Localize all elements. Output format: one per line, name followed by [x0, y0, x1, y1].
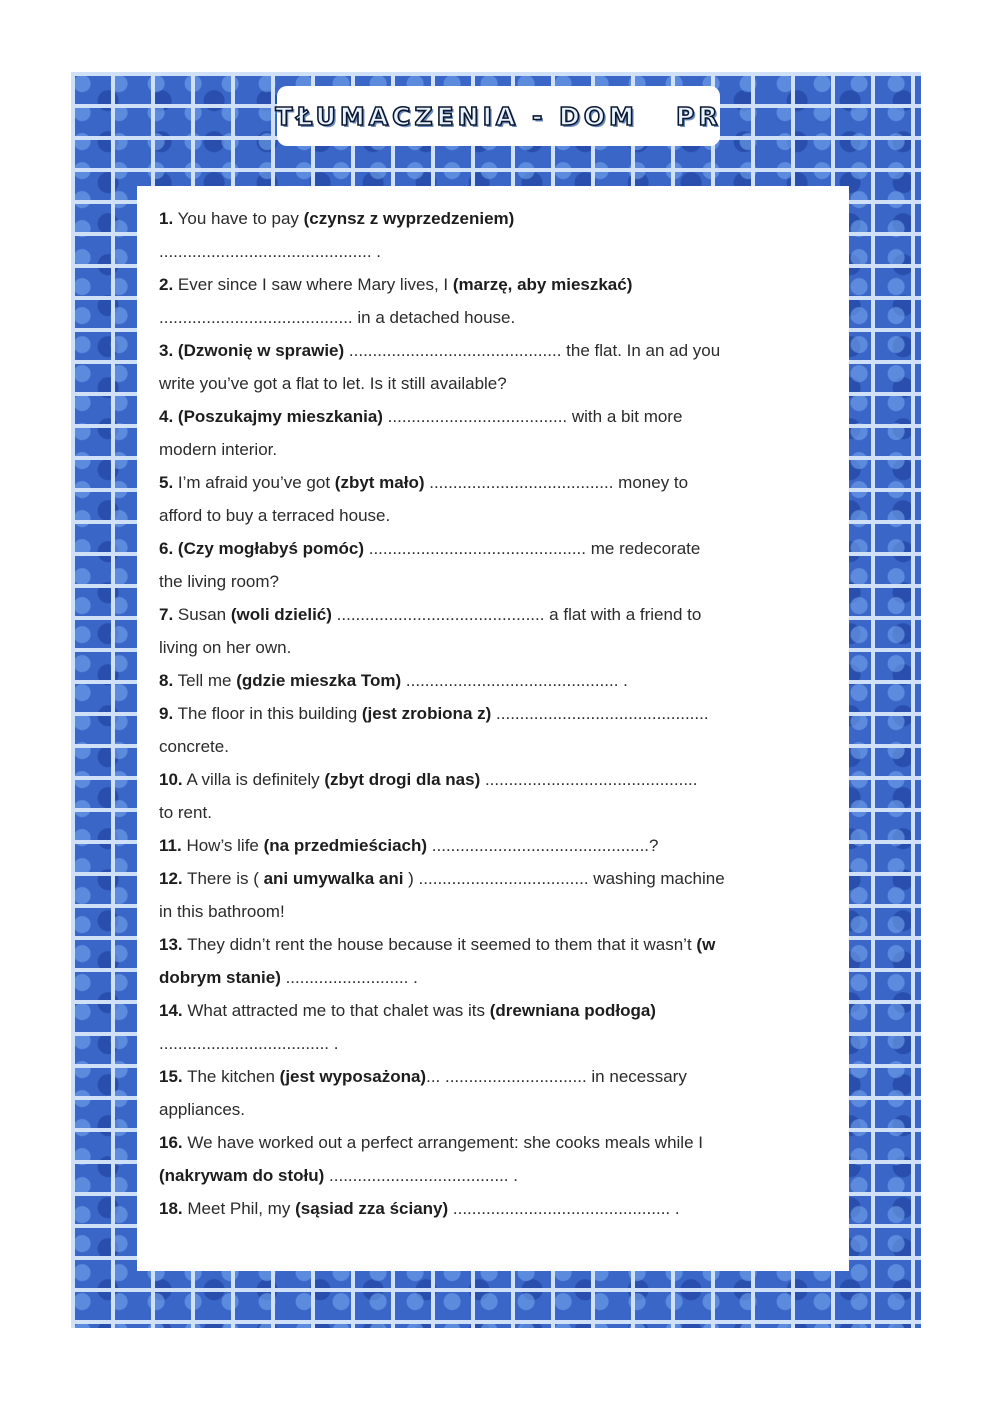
question-number: 6.: [159, 539, 174, 558]
polish-phrase: (czynsz z wyprzedzeniem): [303, 209, 515, 228]
question-text: Ever since I saw where Mary lives, I: [177, 275, 453, 294]
question-text: .............................................. me redecorate: [364, 539, 701, 558]
question-number: 8.: [159, 671, 174, 690]
question-number: 10.: [159, 770, 183, 789]
polish-phrase: (zbyt drogi dla nas): [324, 770, 481, 789]
polish-phrase: (gdzie mieszka Tom): [236, 671, 402, 690]
question-text: ....................................... money to: [424, 473, 689, 492]
question-text: Susan: [177, 605, 231, 624]
polish-phrase: (sąsiad zza ściany): [295, 1199, 449, 1218]
question-text: You have to pay: [177, 209, 304, 228]
question-text: They didn’t rent the house because it seemed to them that it wasn’t: [187, 935, 697, 954]
title-box: [277, 86, 720, 146]
question-text: .............................................: [480, 770, 698, 789]
question-item: [159, 400, 829, 466]
answer-line: ......................................... in a detached house.: [159, 308, 516, 327]
question-item: [159, 928, 829, 994]
question-number: 13.: [159, 935, 183, 954]
answer-line: in this bathroom!: [159, 902, 285, 921]
polish-phrase: (woli dzielić): [230, 605, 332, 624]
question-text: There is (: [187, 869, 264, 888]
question-item: [159, 532, 829, 598]
answer-line: afford to buy a terraced house.: [159, 506, 391, 525]
polish-phrase: (drewniana podłoga): [489, 1001, 656, 1020]
question-text: ... .............................. in necessary: [426, 1067, 687, 1086]
answer-line: write you’ve got a flat to let. Is it still available?: [159, 374, 507, 393]
question-item: [159, 994, 829, 1060]
answer-line: appliances.: [159, 1100, 246, 1119]
polish-phrase: (jest zrobiona z): [361, 704, 492, 723]
page-title: TŁUMACZENIA - DOM PR: [275, 101, 722, 131]
question-text: .............................................: [491, 704, 709, 723]
question-item: [159, 829, 829, 862]
polish-phrase: (jest wyposażona): [279, 1067, 427, 1086]
question-text: We have worked out a perfect arrangement: she cooks meals while I: [187, 1133, 703, 1152]
answer-line: .................................... .: [159, 1034, 339, 1053]
worksheet: [137, 186, 849, 1271]
answer-line: ...................................... .: [324, 1166, 518, 1185]
question-number: 7.: [159, 605, 174, 624]
question-text: ............................................ a flat with a friend to: [331, 605, 702, 624]
question-text: What attracted me to that chalet was its: [187, 1001, 490, 1020]
question-number: 16.: [159, 1133, 183, 1152]
question-item: [159, 466, 829, 532]
polish-phrase: dobrym stanie): [159, 968, 281, 987]
question-list: [159, 202, 829, 1225]
question-item: [159, 763, 829, 829]
question-text: Tell me: [177, 671, 237, 690]
question-text: ............................................. .: [401, 671, 628, 690]
question-item: [159, 1192, 829, 1225]
question-number: 15.: [159, 1067, 183, 1086]
question-number: 1.: [159, 209, 174, 228]
answer-line: to rent.: [159, 803, 212, 822]
answer-line: .......................... .: [280, 968, 418, 987]
question-number: 14.: [159, 1001, 183, 1020]
question-item: [159, 1060, 829, 1126]
question-number: 4.: [159, 407, 174, 426]
answer-line: concrete.: [159, 737, 229, 756]
question-item: [159, 697, 829, 763]
question-text: ............................................. the flat. In an ad you: [344, 341, 721, 360]
question-text: The floor in this building: [177, 704, 362, 723]
question-item: [159, 334, 829, 400]
polish-phrase: (nakrywam do stołu): [159, 1166, 325, 1185]
question-text: I’m afraid you’ve got: [177, 473, 335, 492]
answer-line: ............................................. .: [159, 242, 381, 261]
question-text: ...................................... with a bit more: [382, 407, 683, 426]
answer-line: modern interior.: [159, 440, 278, 459]
question-text: ) .................................... washing machine: [403, 869, 725, 888]
question-text: A villa is definitely: [186, 770, 325, 789]
question-item: [159, 598, 829, 664]
question-item: [159, 202, 829, 268]
polish-phrase: (Dzwonię w sprawie): [177, 341, 345, 360]
polish-phrase: (marzę, aby mieszkać): [452, 275, 633, 294]
question-item: [159, 1126, 829, 1192]
question-number: 3.: [159, 341, 174, 360]
question-text: The kitchen: [187, 1067, 280, 1086]
question-number: 2.: [159, 275, 174, 294]
question-item: [159, 664, 829, 697]
polish-phrase: (Czy mogłabyś pomóc): [177, 539, 365, 558]
answer-line: the living room?: [159, 572, 280, 591]
question-item: [159, 268, 829, 334]
question-number: 12.: [159, 869, 183, 888]
question-text: Meet Phil, my: [187, 1199, 296, 1218]
polish-phrase: (Poszukajmy mieszkania): [177, 407, 383, 426]
question-number: 9.: [159, 704, 174, 723]
question-item: [159, 862, 829, 928]
answer-line: living on her own.: [159, 638, 292, 657]
polish-phrase: (na przedmieściach): [263, 836, 428, 855]
question-text: .............................................. .: [448, 1199, 680, 1218]
polish-phrase: ani umywalka ani: [263, 869, 404, 888]
question-number: 11.: [159, 836, 182, 855]
question-number: 5.: [159, 473, 174, 492]
question-number: 18.: [159, 1199, 183, 1218]
question-text: How’s life: [186, 836, 264, 855]
question-text: ..............................................?: [427, 836, 659, 855]
polish-phrase: (w: [696, 935, 716, 954]
polish-phrase: (zbyt mało): [334, 473, 425, 492]
